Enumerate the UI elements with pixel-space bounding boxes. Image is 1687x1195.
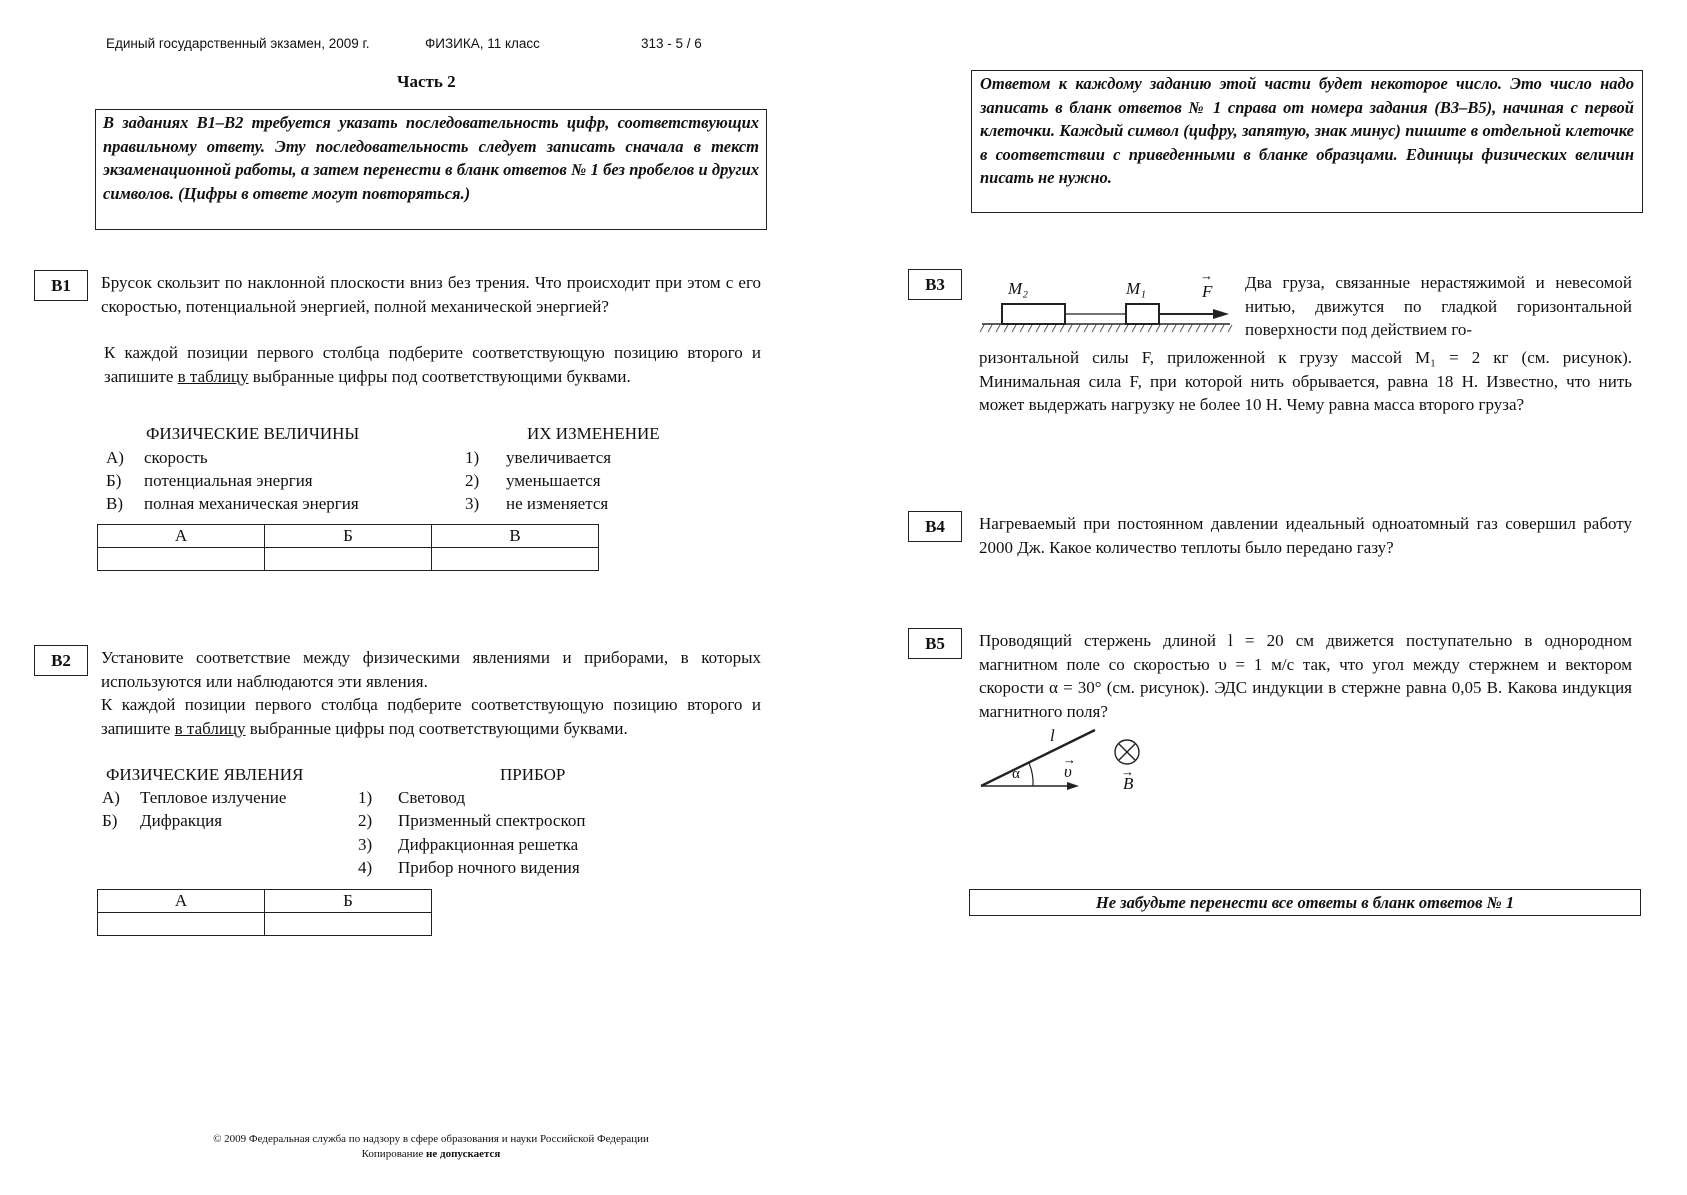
b3-text-main: ризонтальной силы F, приложенной к грузу массой M₁ = 2 кг (см. рисунок). Минимальная сила F, при которой нить обрывается, равна 18 Н. Известно, что нить может выдержать нагрузку не более 10 Н. Чему равна масса второго груза?	[979, 348, 1632, 414]
b4-text: Нагреваемый при постоянном давлении идеальный одноатомный газ совершил работу 2000 Дж. Какое количество теплоты было передано газу?	[979, 514, 1632, 557]
b2-instruction: К каждой позиции первого столбца подберите соответствующую позицию второго и запишите в таблицу выбранные цифры под соответствующими буквами.	[101, 695, 761, 738]
b2-table-link: в таблицу	[174, 718, 246, 738]
b2-right-key: 1)	[358, 788, 373, 807]
b1-left-key: А)	[106, 448, 124, 467]
b3-fig-m2: M₂	[1008, 279, 1029, 298]
b1-left-item: скорость	[144, 448, 208, 467]
b2-col2-header: ПРИБОР	[500, 765, 566, 784]
task-label-b5: В5	[908, 628, 962, 659]
task-label-b3: В3	[908, 269, 962, 300]
b1-question: Брусок скользит по наклонной плоскости вниз без трения. Что происходит при этом с его скоростью, потенциальной энергией, полной механической энергией?	[101, 273, 761, 316]
b5-text: Проводящий стержень длиной l = 20 см движется поступательно в однородном магнитном поле со скоростью υ = 1 м/с так, что угол между стержнем и вектором скорости α = 30° (см. рисунок). ЭДС индукции в стержне равна 0,05 В. Какова индукция магнитного поля?	[979, 631, 1632, 721]
b1-left-key: В)	[106, 494, 123, 513]
reminder-box: Не забудьте перенести все ответы в бланк ответов № 1	[969, 889, 1641, 916]
footer-copy-notice: Копирование не допускается	[361, 1148, 501, 1160]
footer	[131, 1132, 731, 1162]
b1-answer-cell[interactable]	[98, 548, 265, 571]
b2-table-header-a: А	[98, 890, 265, 913]
b1-right-key: 3)	[465, 494, 480, 513]
b1-right-key: 1)	[465, 448, 480, 467]
block-m1	[1126, 304, 1159, 324]
b5-fig-v: υ	[1064, 762, 1072, 781]
b1-left-item: полная механическая энергия	[144, 494, 359, 513]
b2-left-key: А)	[102, 788, 120, 807]
block-m2	[1002, 304, 1065, 324]
b1-right-item: уменьшается	[506, 471, 601, 490]
b1-instruction: К каждой позиции первого столбца подберите соответствующую позицию второго и запишите в таблицу выбранные цифры под соответствующими буквами.	[104, 343, 761, 386]
task-label-b4: В4	[908, 511, 962, 542]
b1-answer-cell[interactable]	[432, 548, 599, 571]
b2-right-key: 2)	[358, 811, 373, 830]
b3-text-side: Два груза, связанные нерастяжимой и невесомой нитью, движутся по гладкой горизонтальной поверхности под действием го-	[1245, 273, 1632, 339]
angle-arc	[1029, 763, 1033, 786]
surface-hatch	[980, 325, 1232, 332]
b1-col1-header: ФИЗИЧЕСКИЕ ВЕЛИЧИНЫ	[146, 424, 360, 443]
b5-fig-v-vector-icon: →	[1063, 752, 1076, 767]
b1-right-item: не изменяется	[506, 494, 609, 513]
b2-right-key: 4)	[358, 858, 373, 877]
task-label-b2: В2	[34, 645, 88, 676]
b3-fig-m1: M₁	[1126, 279, 1147, 298]
b2-answer-table	[97, 889, 432, 936]
b2-question: Установите соответствие между физическими явлениями и приборами, в которых используются или наблюдаются эти явления.	[101, 648, 761, 691]
b2-answer-cell[interactable]	[98, 913, 265, 936]
b1-table-header-b: Б	[265, 525, 432, 548]
b3-fig-f-vector-icon: →	[1200, 268, 1213, 283]
b1-right-key: 2)	[465, 471, 480, 490]
b1-left-item: потенциальная энергия	[144, 471, 313, 490]
b2-right-item: Прибор ночного видения	[398, 858, 580, 877]
b2-right-item: Дифракционная решетка	[398, 835, 579, 854]
b2-right-key: 3)	[358, 835, 373, 854]
part-title: Часть 2	[397, 72, 456, 91]
intro-b1-b2: В заданиях В1–В2 требуется указать последовательность цифр, соответствующих правильному ответу. Эту последовательность следует записать сначала в текст экзаменационной работы, а затем перенести в бланк ответов № 1 без пробелов и других символов. (Цифры в ответе могут повторяться.)	[95, 109, 767, 230]
b1-answer-cell[interactable]	[265, 548, 432, 571]
rod-line	[981, 730, 1095, 786]
b1-answer-table	[97, 524, 599, 571]
b1-right-item: увеличивается	[506, 448, 612, 467]
b2-table-header-b: Б	[265, 890, 432, 913]
b2-right-item: Световод	[398, 788, 466, 807]
header-exam: Единый государственный экзамен, 2009 г.	[106, 36, 370, 51]
b1-col2-header: ИХ ИЗМЕНЕНИЕ	[527, 424, 660, 443]
footer-copyright: © 2009 Федеральная служба по надзору в сфере образования и науки Российской Федерации	[213, 1133, 649, 1145]
b2-col1-header: ФИЗИЧЕСКИЕ ЯВЛЕНИЯ	[106, 765, 304, 784]
b2-right-item: Призменный спектроскоп	[398, 811, 586, 830]
b2-answer-cell[interactable]	[265, 913, 432, 936]
header-subject: ФИЗИКА, 11 класс	[425, 36, 540, 51]
intro-b3-b5: Ответом к каждому заданию этой части будет некоторое число. Это число надо записать в бланк ответов № 1 справа от номера задания (В3–В5), начиная с первой клеточки. Каждый символ (цифру, запятую, знак минус) пишите в отдельной клеточке в соответствии с приведенными в бланке образцами. Единицы физических величин писать не нужно.	[971, 70, 1643, 213]
b5-fig-b-vector-icon: →	[1121, 764, 1134, 779]
force-arrowhead	[1213, 309, 1229, 319]
b1-table-header-c: В	[432, 525, 599, 548]
b2-left-item: Дифракция	[140, 811, 223, 830]
header-page: 313 - 5 / 6	[641, 36, 702, 51]
b1-table-link: в таблицу	[177, 366, 249, 386]
b3-fig-f: F	[1202, 282, 1213, 301]
b1-table-header-a: А	[98, 525, 265, 548]
b2-left-key: Б)	[102, 811, 118, 830]
b5-fig-alpha: α	[1012, 766, 1020, 782]
b5-fig-b: B	[1123, 774, 1134, 793]
velocity-arrowhead	[1067, 782, 1079, 790]
b1-left-key: Б)	[106, 471, 122, 490]
task-label-b1: В1	[34, 270, 88, 301]
b2-left-item: Тепловое излучение	[140, 788, 287, 807]
b5-fig-l: l	[1050, 726, 1055, 745]
